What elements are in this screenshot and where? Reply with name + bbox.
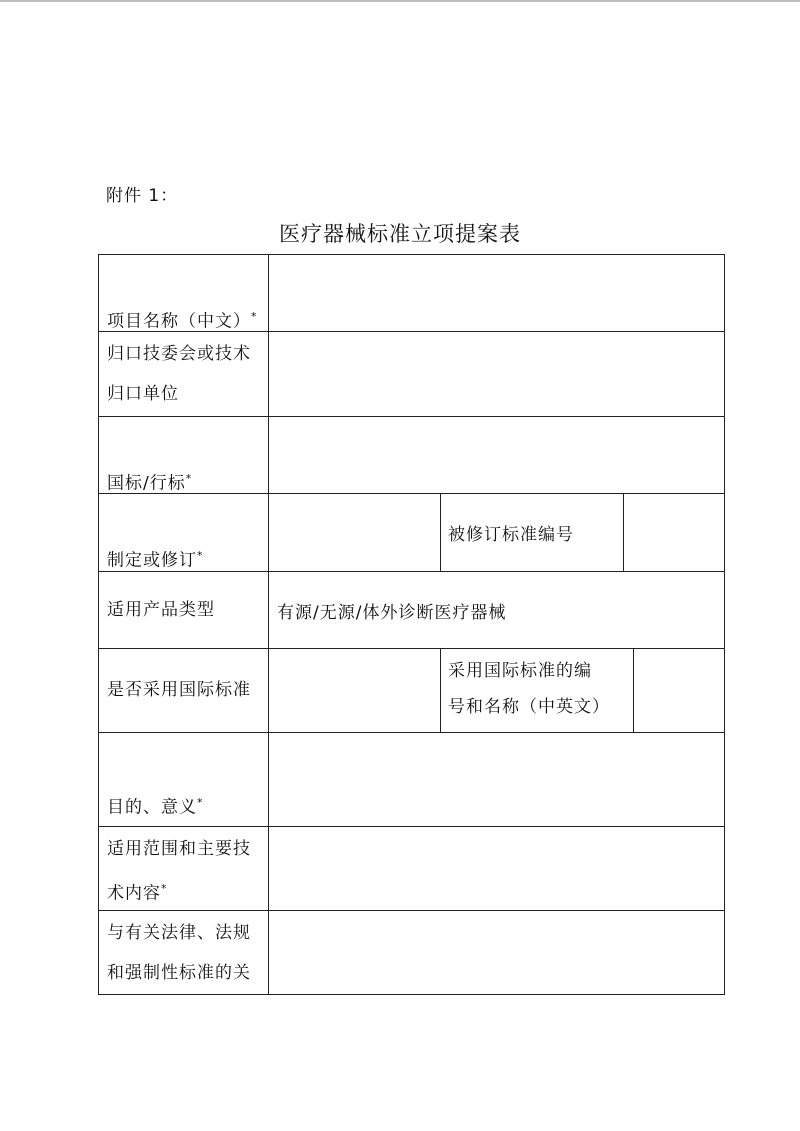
- international-standard-name-label: 采用国际标准的编 号和名称（中英文）: [448, 661, 610, 717]
- page-top-edge: [0, 0, 800, 2]
- required-mark: *: [161, 882, 168, 895]
- revised-standard-number-field[interactable]: [625, 495, 722, 569]
- purpose-label-text: 目的、意义: [107, 797, 197, 818]
- row-divider: [98, 648, 725, 649]
- technical-committee-label: 归口技委会或技术 归口单位: [107, 344, 251, 404]
- establish-or-revise-label: [107, 520, 269, 573]
- standard-level-label-text: 国标/行标: [107, 473, 186, 494]
- legal-relation-field[interactable]: [270, 912, 722, 993]
- required-mark: *: [197, 549, 204, 562]
- purpose-label: [107, 767, 269, 820]
- purpose-field[interactable]: [270, 734, 722, 824]
- row-divider: [98, 826, 725, 827]
- row-divider: [98, 732, 725, 733]
- standard-level-label: [107, 443, 269, 496]
- required-mark: *: [185, 472, 193, 485]
- project-name-label-text: 项目名称（中文）: [107, 311, 251, 332]
- adopt-international-standard-field[interactable]: [270, 650, 438, 730]
- column-divider: [633, 648, 634, 732]
- project-name-field[interactable]: [270, 256, 722, 330]
- required-mark: *: [197, 796, 204, 809]
- technical-committee-field[interactable]: [270, 333, 722, 415]
- project-name-label: [107, 281, 269, 334]
- attachment-label: 附件 1：: [106, 186, 179, 206]
- column-divider: [440, 493, 441, 571]
- row-divider: [98, 416, 725, 417]
- standard-level-field[interactable]: [270, 418, 722, 492]
- required-mark: *: [251, 310, 258, 323]
- form-title: 医疗器械标准立项提案表: [279, 222, 521, 246]
- scope-field[interactable]: [270, 828, 722, 908]
- international-standard-name-field[interactable]: [635, 650, 722, 730]
- adopt-international-standard-label: 是否采用国际标准: [107, 680, 251, 700]
- legal-relation-label: 与有关法律、法规 和强制性标准的关: [107, 923, 251, 983]
- establish-or-revise-label-text: 制定或修订: [107, 550, 197, 571]
- revised-standard-number-label: 被修订标准编号: [448, 525, 574, 545]
- product-type-label: 适用产品类型: [107, 600, 215, 620]
- scope-label: [107, 829, 269, 914]
- scope-label-text: 适用范围和主要技 术内容: [107, 839, 251, 904]
- establish-or-revise-field[interactable]: [270, 495, 438, 569]
- column-divider: [440, 648, 441, 732]
- column-divider: [623, 493, 624, 571]
- product-type-value[interactable]: 有源/无源/体外诊断医疗器械: [277, 603, 507, 623]
